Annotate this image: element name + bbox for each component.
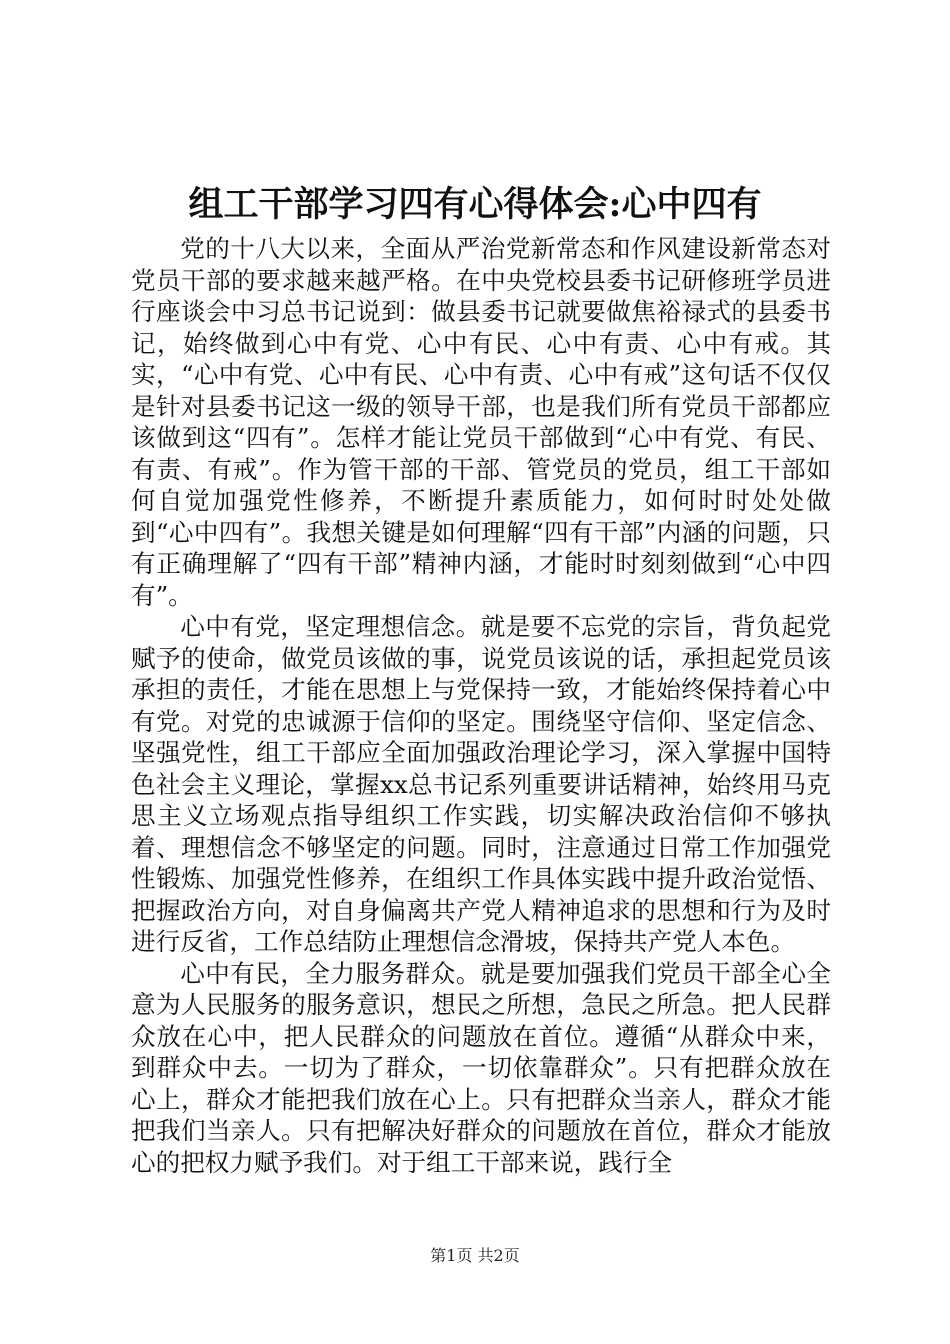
paragraph-heart-people: 心中有民，全力服务群众。就是要加强我们党员干部全心全意为人民服务的服务意识，想民之所想，急民之所急。把人民群众放在心中，把人民群众的问题放在首位。遵循“从群众中来，到群众中去。一切为了群众，一切依靠群众”。只有把群众放在心上，群众才能把我们放在心上。只有把群众当亲人，群众才能把我们当亲人。只有把解决好群众的问题放在首位，群众才能放心的把权力赋予我们。对于组工干部来说，践行全 [131, 958, 831, 1177]
paragraph-heart-party: 心中有党，坚定理想信念。就是要不忘党的宗旨，背负起党赋予的使命，做党员该做的事，说党员该说的话，承担起党员该承担的责任，才能在思想上与党保持一致，才能始终保持着心中有党。对党的忠诚源于信仰的坚定。围绕坚守信仰、坚定信念、坚强党性，组工干部应全面加强政治理论学习，深入掌握中国特色社会主义理论，掌握xx总书记系列重要讲话精神，始终用马克思主义立场观点指导组织工作实践，切实解决政治信仰不够执着、理想信念不够坚定的问题。同时，注意通过日常工作加强党性锻炼、加强党性修养，在组织工作具体实践中提升政治觉悟、把握政治方向，对自身偏离共产党人精神追求的思想和行为及时进行反省，工作总结防止理想信念滑坡，保持共产党人本色。 [131, 612, 831, 956]
page-indicator: 第1页 共2页 [430, 1246, 520, 1265]
document-title: 组工干部学习四有心得体会:心中四有 [188, 184, 762, 225]
document-body [131, 233, 831, 1178]
paragraph-intro: 党的十八大以来，全面从严治党新常态和作风建设新常态对党员干部的要求越来越严格。在中央党校县委书记研修班学员进行座谈会中习总书记说到：做县委书记就要做焦裕禄式的县委书记，始终做到心中有党、心中有民、心中有责、心中有戒。其实，“心中有党、心中有民、心中有责、心中有戒”这句话不仅仅是针对县委书记这一级的领导干部，也是我们所有党员干部都应该做到这“四有”。怎样才能让党员干部做到“心中有党、有民、有责、有戒”。作为管干部的干部、管党员的党员，组工干部如何自觉加强党性修养，不断提升素质能力，如何时时处处做到“心中四有”。我想关键是如何理解“四有干部”内涵的问题，只有正确理解了“四有干部”精神内涵，才能时时刻刻做到“心中四有”。 [131, 234, 831, 610]
page-footer [0, 1245, 950, 1267]
